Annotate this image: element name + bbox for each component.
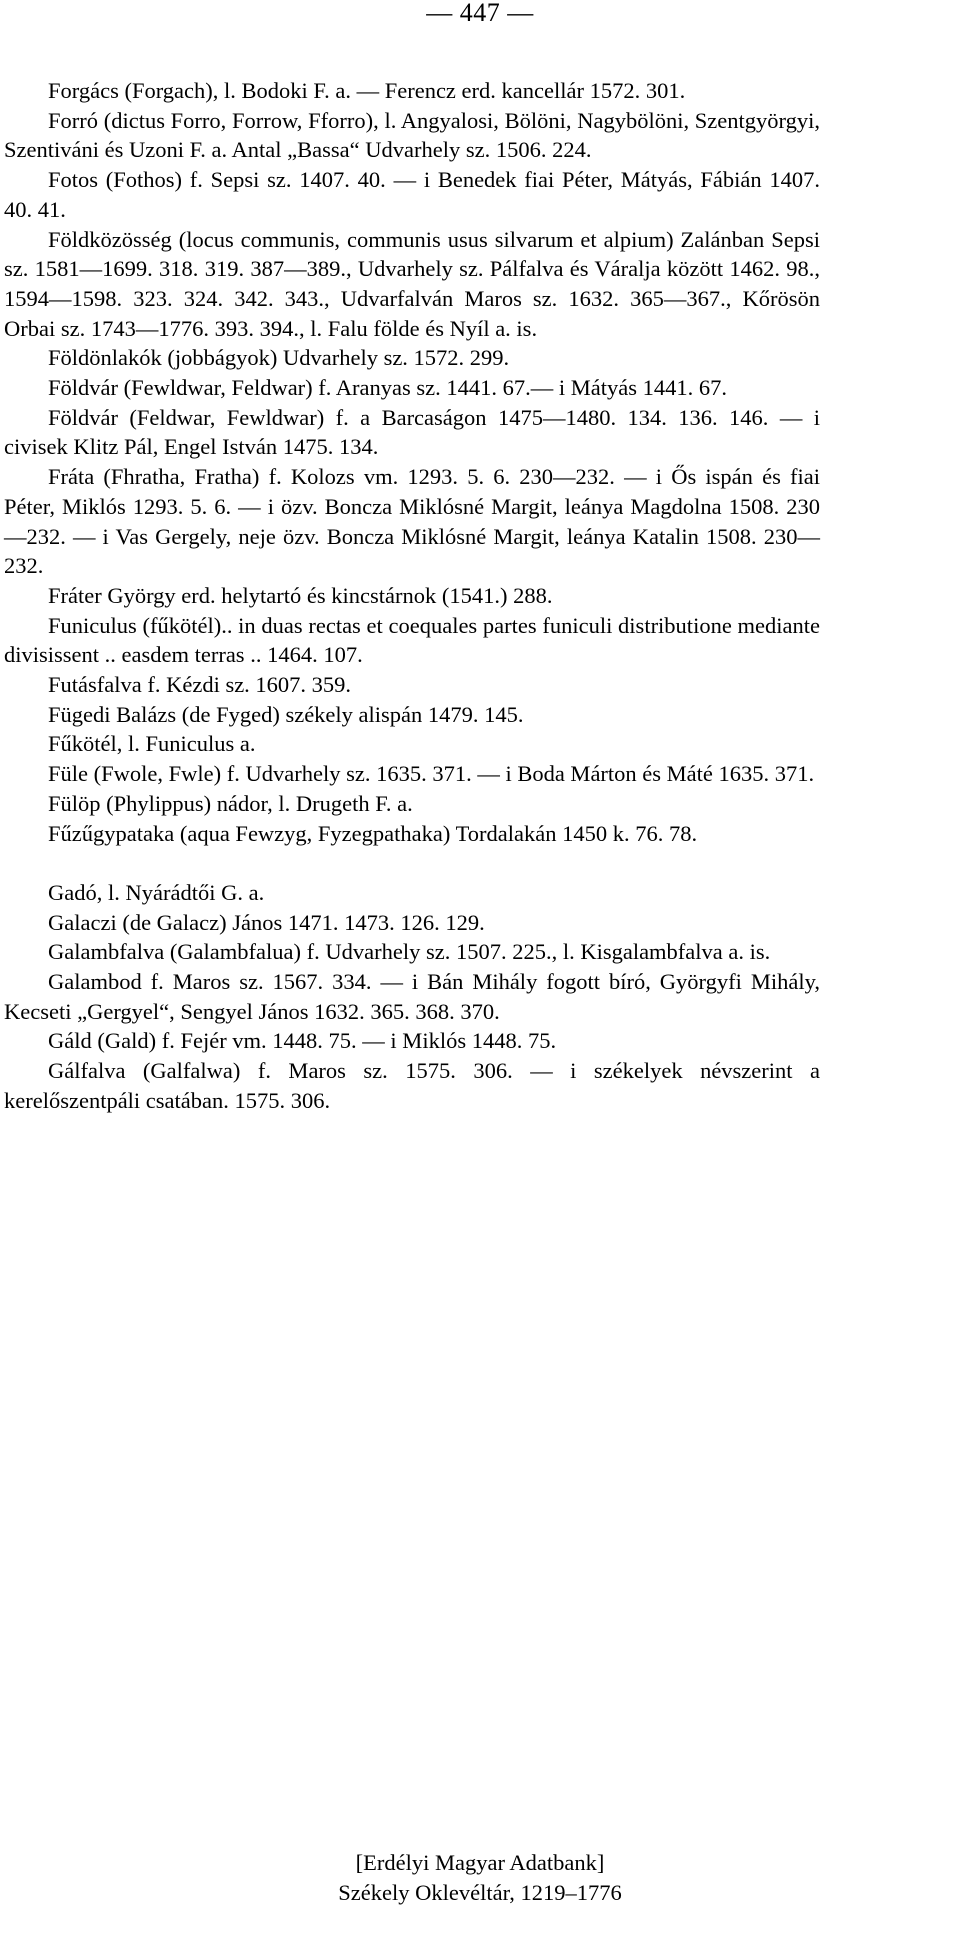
entry-galaczi: Galaczi (de Galacz) János 1471. 1473. 126. 129.	[48, 909, 485, 935]
entry-foldonlakok: Földönlakók (jobbágyok) Udvarhely sz. 1572. 299.	[48, 345, 510, 371]
entry-galambfalva: Galambfalva (Galambfalua) f. Udvarhely sz. 1507. 225., l. Kisgalambfalva a. is.	[48, 939, 771, 965]
entry-foldvar-aranyas: Földvár (Fewldwar, Feldwar) f. Aranyas sz. 1441. 67.— i Mátyás 1441. 67.	[48, 375, 727, 401]
entry-futasfalva: Futásfalva f. Kézdi sz. 1607. 359.	[48, 672, 352, 698]
page-footer	[0, 1848, 960, 1908]
entry-frater-gyorgy: Fráter György erd. helytartó és kincstárnok (1541.) 288.	[48, 582, 553, 608]
entry-galambod: Galambod f. Maros sz. 1567. 334. — i Bán Mihály fogott bíró, Györgyfi Mihály, Kecseti „Gergyel“, Sengyel János 1632. 365. 368. 370.	[4, 969, 820, 1024]
entry-funiculus: Funiculus (fűkötél).. in duas rectas et coequales partes funiculi distributione mediante divisissent .. easdem terras .. 1464. 107.	[4, 612, 820, 668]
index-entries	[4, 76, 820, 1116]
entry-galfalva: Gálfalva (Galfalwa) f. Maros sz. 1575. 306. — i székelyek névszerint a kerelőszentpáli csatában. 1575. 306.	[4, 1058, 820, 1113]
entry-fugedi-balazs: Fügedi Balázs (de Fyged) székely alispán 1479. 145.	[48, 701, 524, 727]
entry-gald: Gáld (Gald) f. Fejér vm. 1448. 75. — i Miklós 1448. 75.	[48, 1028, 557, 1054]
entry-fuzugypataka: Fűzűgypataka (aqua Fewzyg, Fyzegpathaka) Tordalakán 1450 k. 76. 78.	[48, 820, 698, 846]
page-number: — 447 —	[426, 0, 534, 27]
entry-foldvar-barcasag: Földvár (Feldwar, Fewldwar) f. a Barcaságon 1475—1480. 134. 136. 146. — i civisek Klitz Pál, Engel István 1475. 134.	[4, 404, 820, 460]
footer-title: Székely Oklevéltár, 1219–1776	[338, 1880, 622, 1905]
entry-foldkozosseg: Földközösség (locus communis, communis usus silvarum et alpium) Zalánban Sepsi sz. 1581—1699. 318. 319. 387—389., Udvarhely sz. Pálfalva és Váralja között 1462. 98., 1594—1598. 323. 324. 342. 343., Udvarfalván Maros sz. 1632. 365—367., Kőrösön Orbai sz. 1743—1776. 393. 394., l. Falu földe és Nyíl a. is.	[4, 226, 820, 341]
entry-gado: Gadó, l. Nyárádtői G. a.	[48, 879, 265, 905]
footer-source: [Erdélyi Magyar Adatbank]	[355, 1850, 605, 1875]
entry-forgacs: Forgács (Forgach), l. Bodoki F. a. — Ferencz erd. kancellár 1572. 301.	[48, 78, 686, 103]
entry-frata: Fráta (Fhratha, Fratha) f. Kolozs vm. 1293. 5. 6. 230—232. — i Ős ispán és fiai Péter, Miklós 1293. 5. 6. — i özv. Boncza Miklósné Margit, leánya Magdolna 1508. 230—232. — i Vas Gergely, neje özv. Boncza Miklósné Margit, leánya Katalin 1508. 230—232.	[4, 464, 820, 579]
entry-forro: Forró (dictus Forro, Forrow, Fforro), l. Angyalosi, Bölöni, Nagybölöni, Szentgyörgyi, Szentiváni és Uzoni F. a. Antal „Bassa“ Udvarhely sz. 1506. 224.	[4, 107, 820, 163]
entry-fule: Füle (Fwole, Fwle) f. Udvarhely sz. 1635. 371. — i Boda Márton és Máté 1635. 371.	[48, 761, 815, 787]
entry-fukotel: Fűkötél, l. Funiculus a.	[48, 731, 256, 757]
entry-fotos: Fotos (Fothos) f. Sepsi sz. 1407. 40. — i Benedek fiai Péter, Mátyás, Fábián 1407. 40. 41.	[4, 167, 820, 222]
entry-fulop: Fülöp (Phylippus) nádor, l. Drugeth F. a.	[48, 790, 413, 816]
